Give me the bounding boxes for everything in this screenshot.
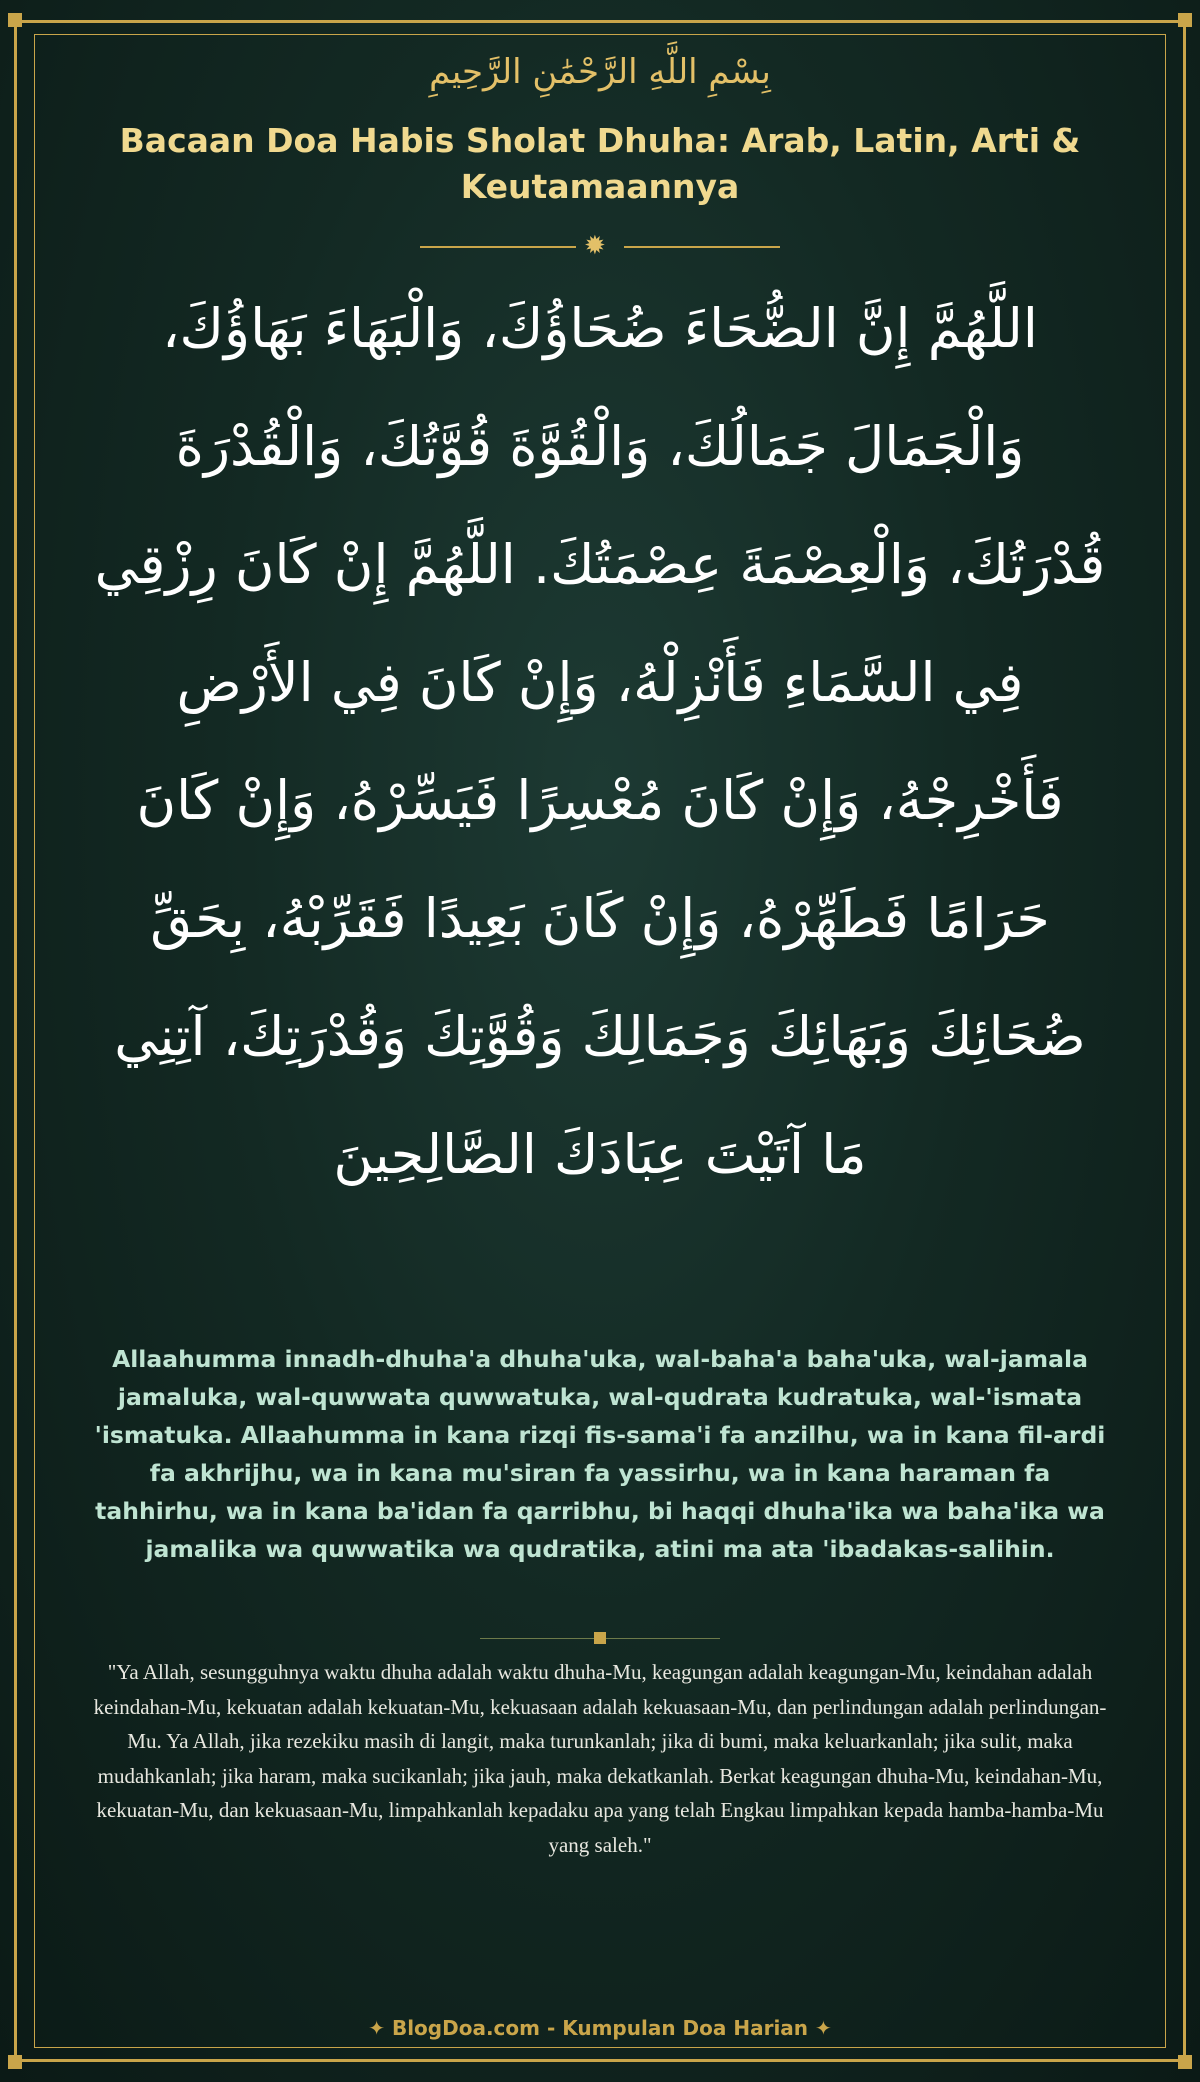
corner-ornament-bottom-left	[8, 2055, 22, 2069]
bismillah-heading: بِسْمِ اللَّهِ الرَّحْمَٰنِ الرَّحِيمِ	[429, 52, 771, 92]
divider-line-left	[420, 246, 576, 248]
latin-transliteration: Allaahumma innadh-dhuha'a dhuha'uka, wal-baha'a baha'uka, wal-jamala jamaluka, wal-quwwata quwwatuka, wal-qudrata kudratuka, wal-'ismata 'ismatuka. Allaahumma in kana rizqi fis-sama'i fa anzilhu, wa in kana fil-ardi fa akhrijhu, wa in kana mu'siran fa yassirhu, wa in kana haraman fa tahhirhu, wa in kana ba'idan fa qarribhu, bi haqqi dhuha'ika wa baha'ika wa jamalika wa quwwatika wa qudratika, atini ma ata 'ibadakas-salihin.	[94, 1345, 1106, 1563]
page-title: Bacaan Doa Habis Sholat Dhuha: Arab, Latin, Arti & Keutamaannya	[119, 121, 1081, 206]
corner-ornament-top-left	[8, 13, 22, 27]
eight-point-star-icon: ✹	[584, 231, 606, 261]
section-divider	[0, 1630, 1200, 1646]
divider-diamond-icon	[594, 1632, 606, 1644]
arabic-prayer-text: اللَّهُمَّ إِنَّ الضُّحَاءَ ضُحَاؤُكَ، وَالْبَهَاءَ بَهَاؤُكَ، وَالْجَمَالَ جَمَالُكَ، وَالْقُوَّةَ قُوَّتُكَ، وَالْقُدْرَةَ قُدْرَتُكَ، وَالْعِصْمَةَ عِصْمَتُكَ. اللَّهُمَّ إِنْ كَانَ رِزْقِي فِي السَّمَاءِ فَأَنْزِلْهُ، وَإِنْ كَانَ فِي الأَرْضِ فَأَخْرِجْهُ، وَإِنْ كَانَ مُعْسِرًا فَيَسِّرْهُ، وَإِنْ كَانَ حَرَامًا فَطَهِّرْهُ، وَإِنْ كَانَ بَعِيدًا فَقَرِّبْهُ، بِحَقِّ ضُحَائِكَ وَبَهَائِكَ وَجَمَالِكَ وَقُوَّتِكَ وَقُدْرَتِكَ، آتِنِي مَا آتَيْتَ عِبَادَكَ الصَّالِحِينَ	[94, 297, 1106, 1186]
divider-line-right	[624, 246, 780, 248]
corner-ornament-bottom-right	[1178, 2055, 1192, 2069]
corner-ornament-top-right	[1178, 13, 1192, 27]
footer-credit: ✦ BlogDoa.com - Kumpulan Doa Harian ✦	[368, 2016, 832, 2040]
indonesian-translation: "Ya Allah, sesungguhnya waktu dhuha adalah waktu dhuha-Mu, keagungan adalah keagungan-Mu, keindahan adalah keindahan-Mu, kekuatan adalah kekuatan-Mu, kekuasaan adalah kekuasaan-Mu, dan perlindungan adalah perlindungan-Mu. Ya Allah, jika rezekiku masih di langit, maka turunkanlah; jika di bumi, maka keluarkanlah; jika sulit, maka mudahkanlah; jika haram, maka sucikanlah; jika jauh, maka dekatkanlah. Berkat keagungan dhuha-Mu, keindahan-Mu, kekuatan-Mu, dan kekuasaan-Mu, limpahkanlah kepadaku apa yang telah Engkau limpahkan kepada hamba-hamba-Mu yang saleh."	[93, 1660, 1107, 1857]
title-divider	[0, 230, 1200, 260]
